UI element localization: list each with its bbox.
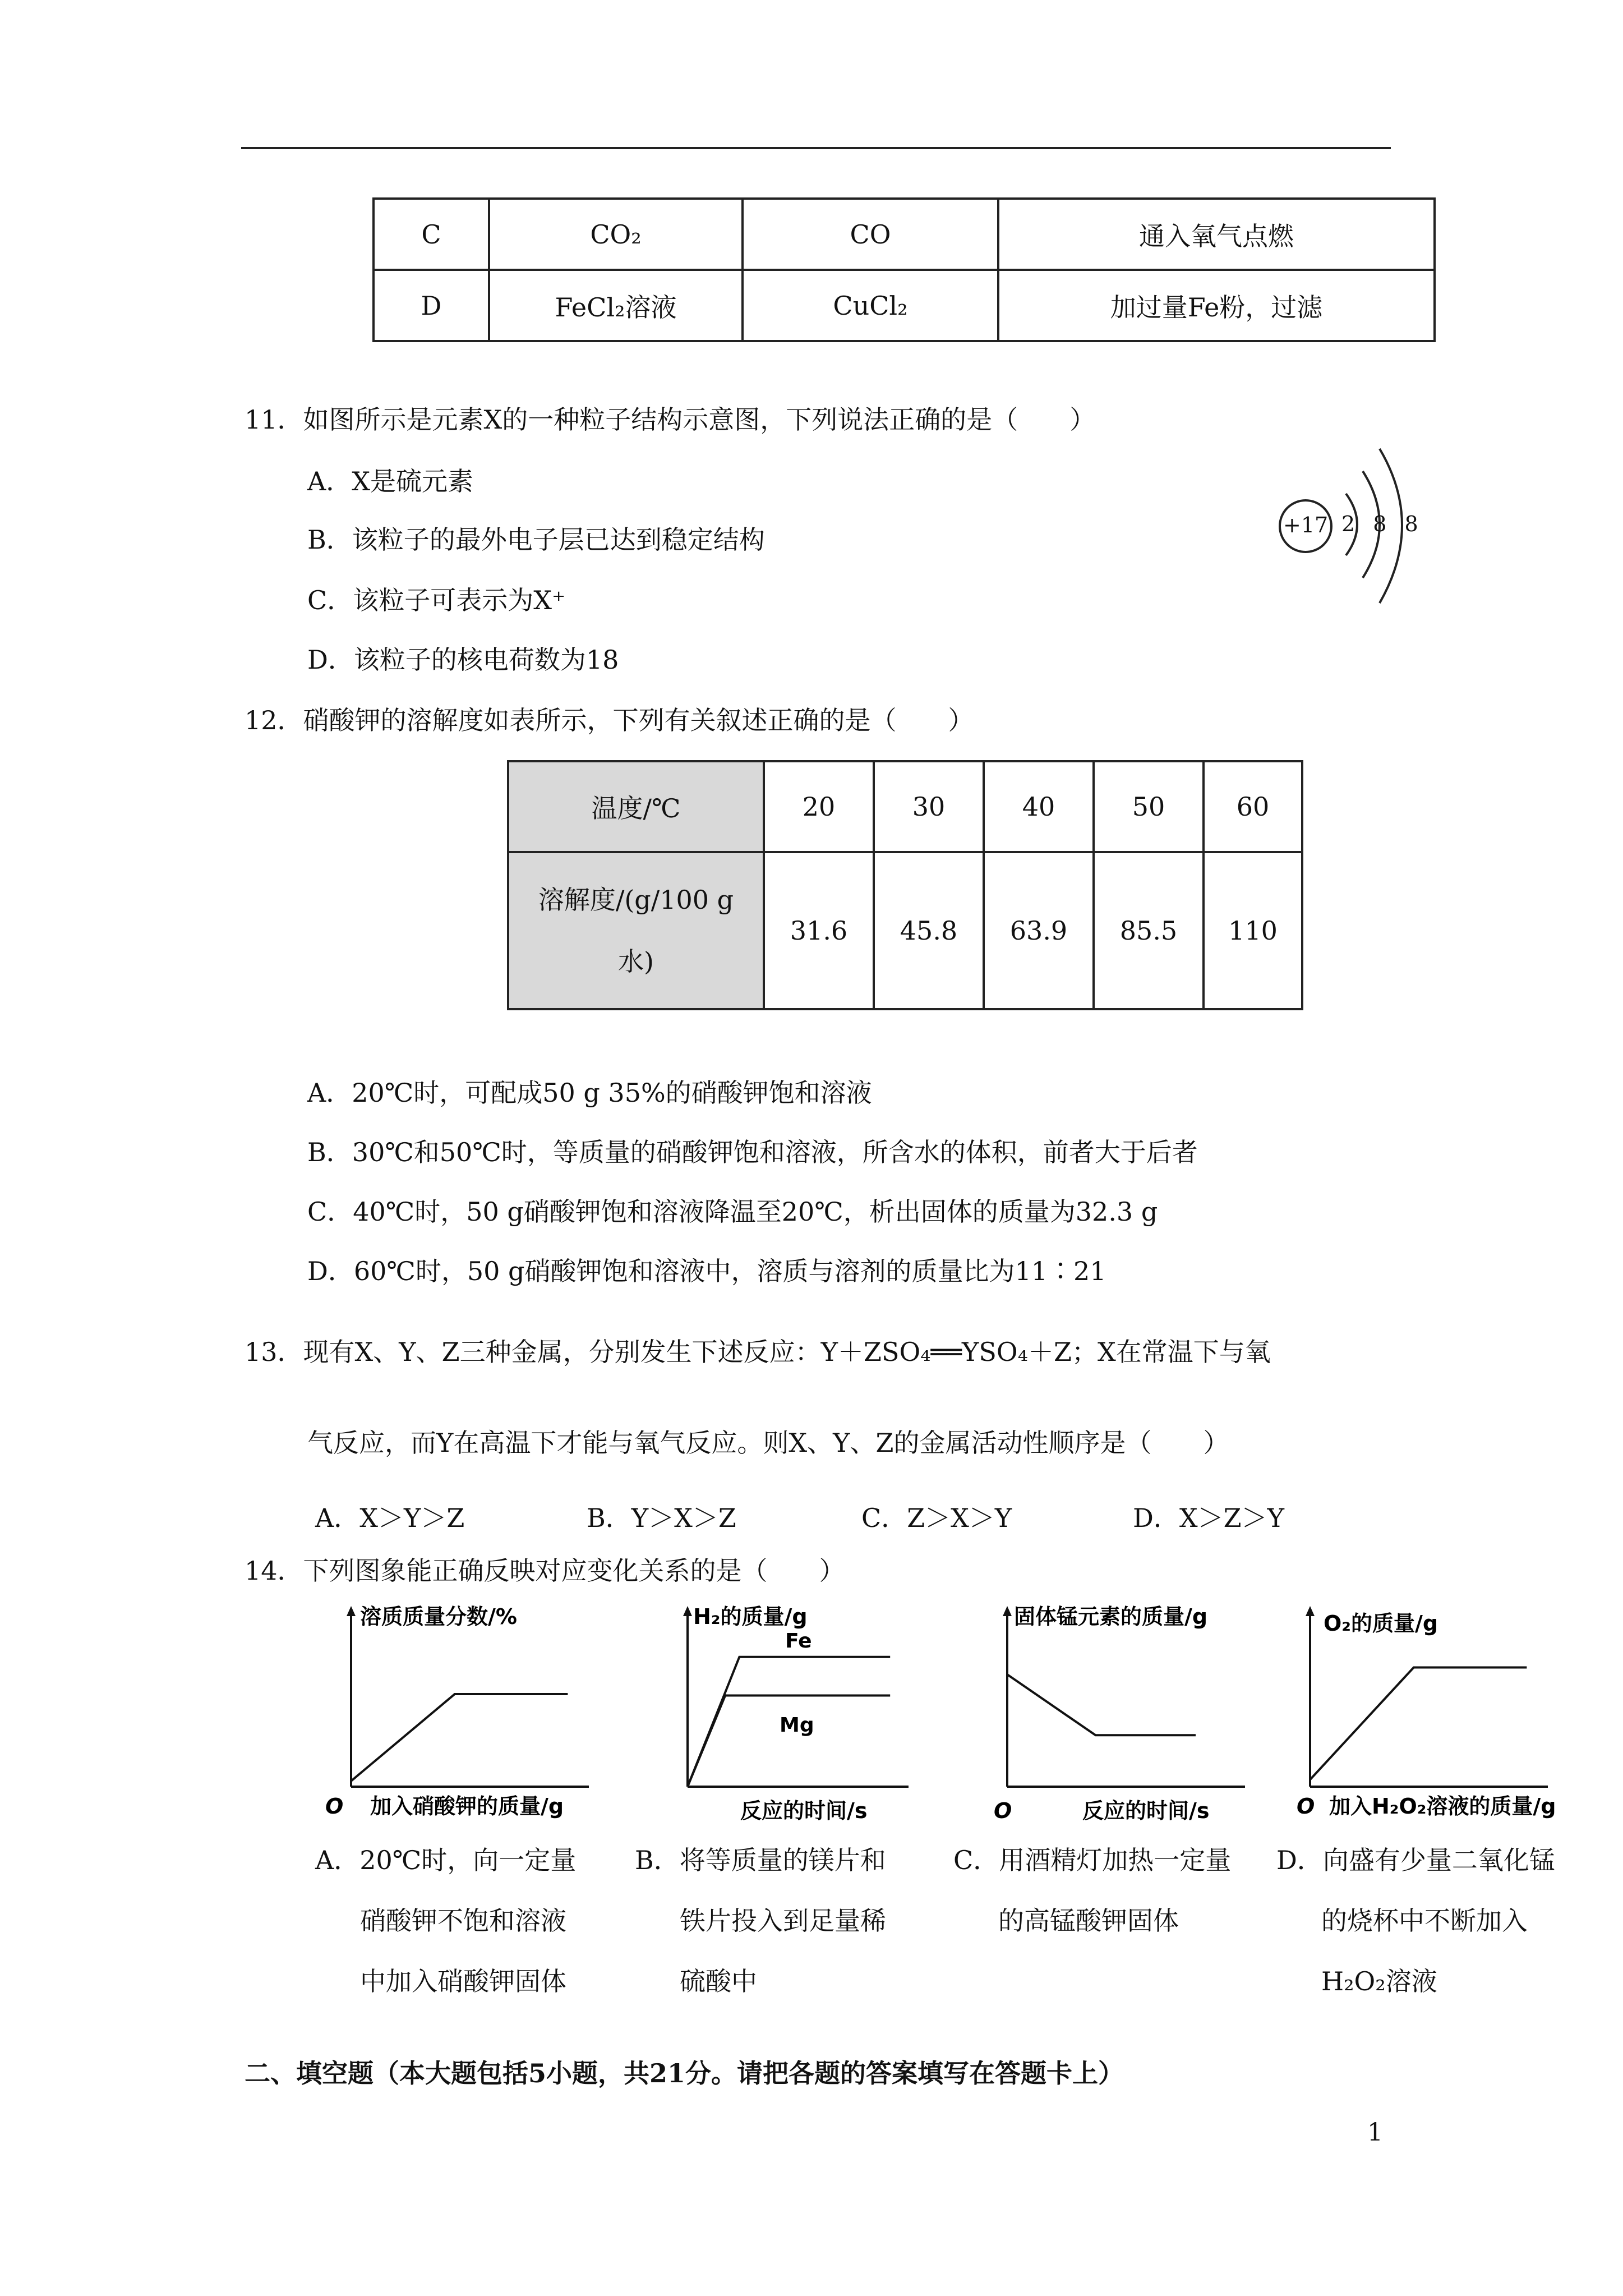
cell: CuCl₂	[743, 270, 998, 341]
row-label: D	[374, 270, 489, 341]
caption-c	[953, 1830, 1231, 1951]
graph-c-line	[1007, 1674, 1196, 1735]
caption-d-line2: 的烧杯中不断加入	[1321, 1906, 1528, 1936]
cell: 20	[764, 761, 874, 852]
cell: 通入氧气点燃	[998, 199, 1435, 270]
table-row	[508, 761, 1302, 852]
q12-option-d: D．60℃时，50 g硝酸钾饱和溶液中，溶质与溶剂的质量比为11∶21	[307, 1256, 1106, 1286]
caption-d-line1: D．向盛有少量二氧化锰	[1276, 1845, 1555, 1875]
graph-d-line	[1310, 1668, 1527, 1780]
q12-option-b: B．30℃和50℃时，等质量的硝酸钾饱和溶液，所含水的体积，前者大于后者	[307, 1137, 1198, 1167]
cell: 60	[1204, 761, 1302, 852]
solubility-header	[508, 852, 764, 1009]
graph-c-origin: O	[994, 1798, 1012, 1820]
graph-a-ylabel: 溶质质量分数/%	[360, 1604, 517, 1629]
caption-a	[315, 1830, 576, 2012]
graph-b	[662, 1602, 920, 1820]
graph-a-origin: O	[325, 1794, 344, 1819]
q11-option-c: C．该粒子可表示为X⁺	[307, 585, 566, 615]
caption-a-line3: 中加入硝酸钾固体	[360, 1966, 566, 1996]
cell: CO	[743, 199, 998, 270]
graph-a-xlabel: 加入硝酸钾的质量/g	[370, 1794, 564, 1819]
graph-b-xlabel: 反应的时间/s	[740, 1798, 868, 1820]
table-row	[508, 852, 1302, 1009]
graph-d-xlabel: 加入H₂O₂溶液的质量/g	[1329, 1794, 1556, 1819]
cell: 110	[1204, 852, 1302, 1009]
caption-a-line1: A．20℃时，向一定量	[315, 1845, 577, 1875]
caption-d-line3: H₂O₂溶液	[1321, 1966, 1437, 1996]
cell: 31.6	[764, 852, 874, 1009]
q11-option-a: A．X是硫元素	[307, 466, 473, 496]
section-heading: 二、填空题（本大题包括5小题，共21分。请把各题的答案填写在答题卡上）	[245, 2058, 1124, 2088]
q13-stem-line2: 气反应，而Y在高温下才能与氧气反应。则X、Y、Z的金属活动性顺序是（ ）	[307, 1428, 1229, 1458]
q11-option-d: D．该粒子的核电荷数为18	[307, 645, 619, 675]
solubility-header-line1: 溶解度/(g/100 g	[538, 885, 734, 915]
cell: 63.9	[984, 852, 1094, 1009]
solubility-table	[507, 760, 1303, 1010]
caption-b-line3: 硫酸中	[680, 1966, 757, 1996]
cell: FeCl₂溶液	[489, 270, 743, 341]
caption-c-line1: C．用酒精灯加热一定量	[953, 1845, 1232, 1875]
page-number: 1	[1367, 2118, 1383, 2147]
shell-electrons: 2 8 8	[1341, 512, 1424, 536]
cell: 50	[1094, 761, 1204, 852]
q11-option-b: B．该粒子的最外电子层已达到稳定结构	[307, 524, 765, 555]
caption-b	[635, 1830, 886, 2012]
graph-c-xlabel: 反应的时间/s	[1082, 1798, 1210, 1820]
row-label: C	[374, 199, 489, 270]
q13-option-a: A．X＞Y＞Z	[315, 1503, 465, 1533]
q12-option-a: A．20℃时，可配成50 g 35%的硝酸钾饱和溶液	[307, 1078, 872, 1108]
solubility-header-line2: 水)	[618, 946, 654, 977]
graph-d-origin: O	[1297, 1794, 1315, 1819]
graph-b-ylabel: H₂的质量/g	[693, 1604, 808, 1629]
caption-d	[1276, 1830, 1555, 2012]
graph-a-line	[351, 1694, 568, 1781]
graph-c	[981, 1602, 1251, 1820]
graph-a	[325, 1602, 594, 1820]
cell: 加过量Fe粉，过滤	[998, 270, 1435, 341]
nucleus-charge: +17	[1283, 513, 1329, 537]
graph-b-mg-label: Mg	[780, 1714, 814, 1737]
q12-option-c: C．40℃时，50 g硝酸钾饱和溶液降温至20℃，析出固体的质量为32.3 g	[307, 1197, 1158, 1227]
temperature-header: 温度/℃	[508, 761, 764, 852]
q14-stem: 14．下列图象能正确反映对应变化关系的是（ ）	[245, 1556, 845, 1586]
atom-structure-diagram	[1279, 443, 1424, 611]
caption-b-line2: 铁片投入到足量稀	[680, 1906, 886, 1936]
q13-option-c: C．Z＞X＞Y	[861, 1503, 1012, 1533]
table-row	[374, 199, 1435, 270]
graph-d	[1284, 1602, 1587, 1820]
table-row	[374, 270, 1435, 341]
graph-d-ylabel: O₂的质量/g	[1324, 1611, 1438, 1636]
q13-stem-line1: 13．现有X、Y、Z三种金属，分别发生下述反应：Y＋ZSO₄══YSO₄＋Z；X在常温下与氧	[245, 1337, 1271, 1367]
header-rule	[241, 147, 1391, 149]
q12-stem: 12．硝酸钾的溶解度如表所示，下列有关叙述正确的是（ ）	[245, 705, 974, 735]
cell: 45.8	[874, 852, 984, 1009]
caption-a-line2: 硝酸钾不饱和溶液	[360, 1906, 566, 1936]
cell: 30	[874, 761, 984, 852]
caption-c-line2: 的高锰酸钾固体	[998, 1906, 1179, 1936]
graph-c-ylabel: 固体锰元素的质量/g	[1014, 1604, 1208, 1629]
q13-option-d: D．X＞Z＞Y	[1133, 1503, 1284, 1533]
cell: CO₂	[489, 199, 743, 270]
q11-stem: 11．如图所示是元素X的一种粒子结构示意图，下列说法正确的是（ ）	[245, 404, 1096, 435]
graph-b-fe-label: Fe	[785, 1630, 812, 1653]
caption-b-line1: B．将等质量的镁片和	[635, 1845, 886, 1875]
cell: 85.5	[1094, 852, 1204, 1009]
cell: 40	[984, 761, 1094, 852]
top-table	[372, 197, 1436, 342]
q13-option-b: B．Y＞X＞Z	[587, 1503, 736, 1533]
